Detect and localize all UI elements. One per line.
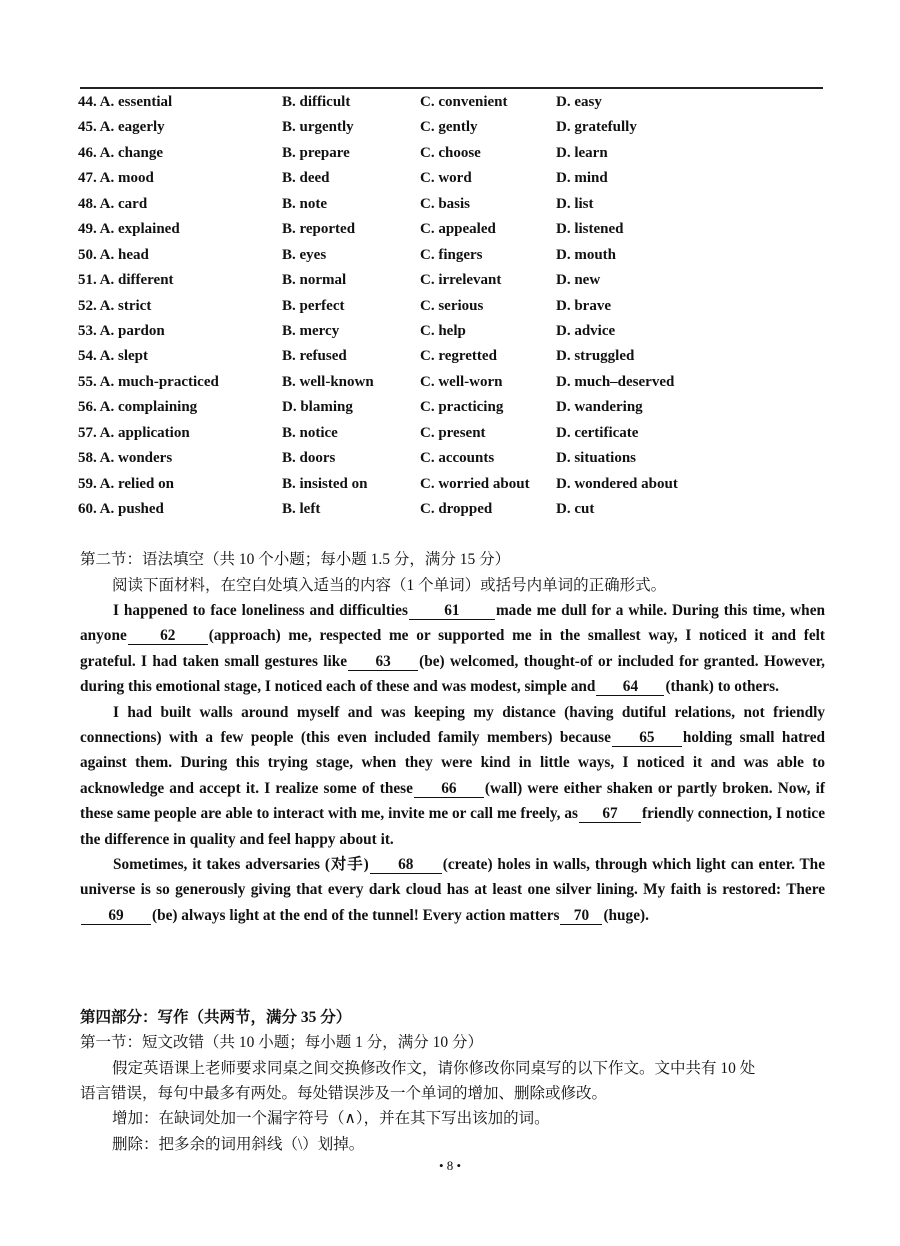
option-row: 50. A. head B. eyes C. fingers D. mouth [78,246,617,263]
part4-heading: 第四部分：写作（共两节，满分 35 分） [80,1009,352,1026]
option-row: 56. A. complaining D. blaming C. practicing D. wandering [78,399,643,416]
option-row: 57. A. application B. notice C. present D. certificate [78,424,639,441]
blank-69[interactable]: 69 [81,907,151,925]
blank-67[interactable]: 67 [579,805,641,823]
option-row: 55. A. much-practiced B. well-known C. well-worn D. much–deserved [78,373,675,390]
option-row: 58. A. wonders B. doors C. accounts D. situations [78,450,637,467]
paragraph-2: I had built walls around myself and was keeping my distance (having dutiful relations, not friendly connections) with a few people (this even included family members) because 65 holding small hatred against them. During this trying stage, when they were kind in little ways, I noticed it and was able to acknowledge and accept it. I realize some of these 66 (wall) were either shaken or partly broken. Now, if these same people are able to interact with me, invite me or call me freely, as 67 friendly connection, I notice the difference in quality and feel happy about it. [80,703,826,848]
option-row: 52. A. strict B. perfect C. serious D. brave [78,297,611,314]
option-row: 49. A. explained B. reported C. appealed D. listened [78,221,624,238]
option-row: 54. A. slept B. refused C. regretted D. struggled [78,348,635,365]
part4-instruction-line1: 假定英语课上老师要求同桌之间交换修改作文，请你修改你同桌写的以下作文。文中共有 10 处 [112,1060,756,1077]
blank-63[interactable]: 63 [348,653,418,671]
option-row: 47. A. mood B. deed C. word D. mind [78,170,608,187]
page-number: • 8 • [438,1158,462,1173]
blank-61[interactable]: 61 [409,602,495,620]
option-row: 46. A. change B. prepare C. choose D. learn [78,144,608,161]
option-row: 48. A. card B. note C. basis D. list [78,195,594,212]
part4-section1: 第一节：短文改错（共 10 小题；每小题 1 分，满分 10 分） [80,1034,484,1051]
paragraph-1: I happened to face loneliness and difficulties 61 made me dull for a while. During this time, when anyone 62 (approach) me, respected me or supported me in the smallest way, I noticed it and felt grateful. I had taken small gestures like 63 (be) welcomed, thought-of or included for granted. However, during this emotional stage, I noticed each of these and was modest, simple and 64 (thank) to others. [80,602,825,696]
top-rule [80,87,823,89]
blank-66[interactable]: 66 [414,780,484,798]
passage [80,598,825,928]
add-rule: 增加：在缺词处加一个漏字符号（∧），并在其下写出该加的词。 [112,1110,550,1127]
option-row: 44. A. essential B. difficult C. convenient D. easy [78,94,602,110]
option-row: 51. A. different B. normal C. irrelevant D. new [78,272,601,289]
options-list [78,90,838,522]
part4-instruction-line2: 语言错误，每句中最多有两处。每处错误涉及一个单词的增加、删除或修改。 [80,1085,608,1102]
blank-64[interactable]: 64 [596,678,664,696]
blank-62[interactable]: 62 [128,627,208,645]
delete-rule: 删除：把多余的词用斜线（\）划掉。 [112,1136,365,1153]
paragraph-3: Sometimes, it takes adversaries (对手) 68 (create) holes in walls, through which light can enter. The universe is so generously giving that every dark cloud has at least one silver lining. My faith is restored: There69 (be) always light at the end of the tunnel! Every action matters 70 (huge). [80,856,825,924]
option-row: 45. A. eagerly B. urgently C. gently D. gratefully [78,119,637,136]
blank-68[interactable]: 68 [370,856,442,874]
blank-65[interactable]: 65 [612,729,682,747]
option-row: 53. A. pardon B. mercy C. help D. advice [78,322,616,339]
section2-heading: 第二节：语法填空（共 10 个小题；每小题 1.5 分，满分 15 分） [80,551,511,568]
option-row: 60. A. pushed B. left C. dropped D. cut [78,501,595,517]
option-row: 59. A. relied on B. insisted on C. worried about D. wondered about [78,475,678,492]
section2-instruction: 阅读下面材料，在空白处填入适当的内容（1 个单词）或括号内单词的正确形式。 [112,577,667,594]
blank-70[interactable]: 70 [560,907,602,925]
